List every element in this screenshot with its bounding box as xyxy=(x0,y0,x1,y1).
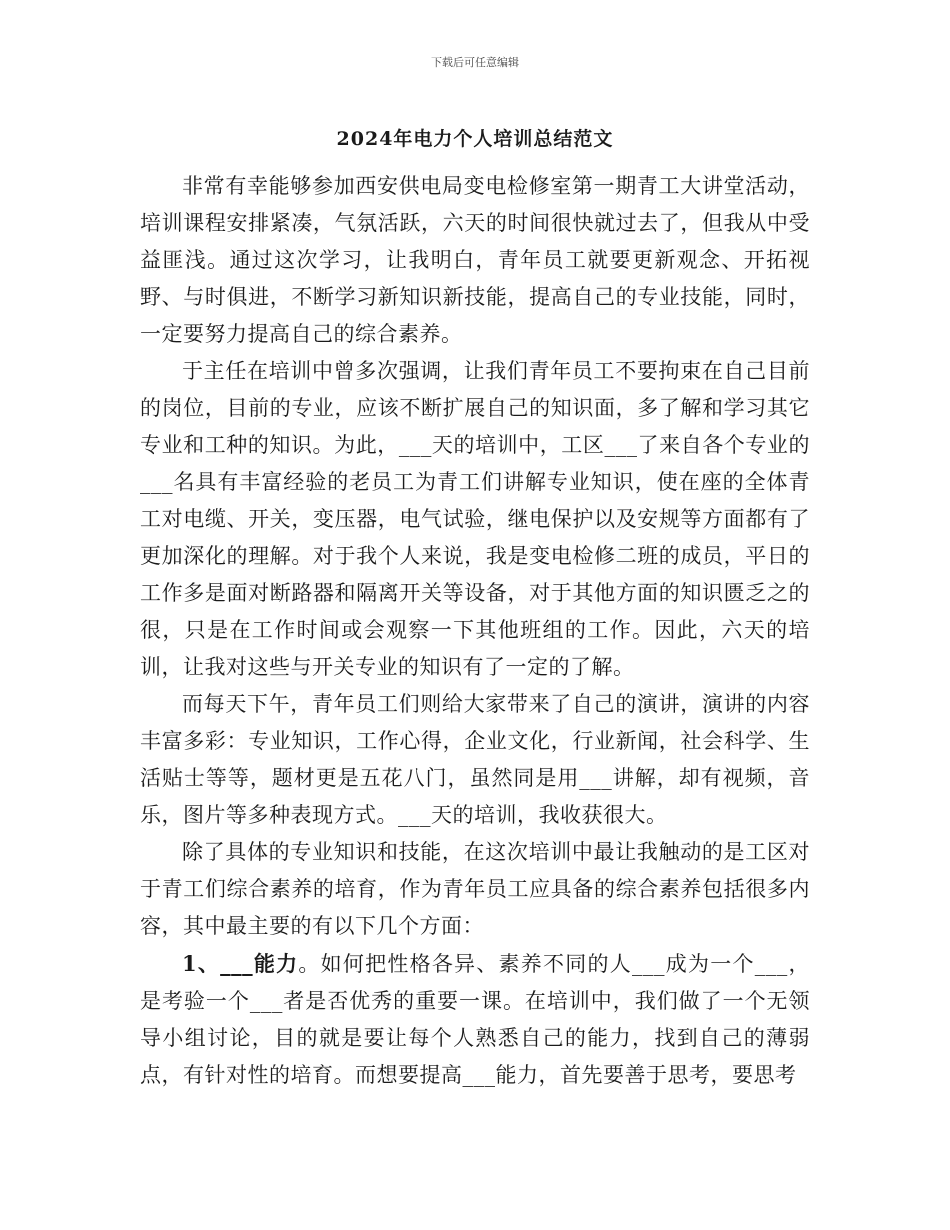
document-title: 2024年电力个人培训总结范文 xyxy=(336,128,614,150)
paragraph-2: 于主任在培训中曾多次强调，让我们青年员工不要拘束在自己目前的岗位，目前的专业，应该不断扩展自己的知识面，多了解和学习其它专业和工种的知识。为此，___天的培训中，工区___了来自各个专业的___名具有丰富经验的老员工为青工们讲解专业知识，使在座的全体青工对电缆、开关，变压器，电气试验，继电保护以及安规等方面都有了更加深化的理解。对于我个人来说，我是变电检修二班的成员，平日的工作多是面对断路器和隔离开关等设备，对于其他方面的知识匮乏之的很，只是在工作时间或会观察一下其他班组的工作。因此，六天的培训，让我对这些与开关专业的知识有了一定的了解。 xyxy=(140,359,810,679)
document-body xyxy=(140,168,810,1094)
header-note: 下载后可任意编辑 xyxy=(431,56,519,69)
paragraph-1: 非常有幸能够参加西安供电局变电检修室第一期青工大讲堂活动，培训课程安排紧凑，气氛活跃，六天的时间很快就过去了，但我从中受益匪浅。通过这次学习，让我明白，青年员工就要更新观念、开拓视野、与时俱进，不断学习新知识新技能，提高自己的专业技能，同时，一定要努力提高自己的综合素养。 xyxy=(140,174,810,346)
point-1-heading: 1、___能力 xyxy=(182,951,299,976)
paragraph-3: 而每天下午，青年员工们则给大家带来了自己的演讲，演讲的内容丰富多彩：专业知识，工作心得，企业文化，行业新闻，社会科学、生活贴士等等，题材更是五花八门，虽然同是用___讲解，却有视频，音乐，图片等多种表现方式。___天的培训，我收获很大。 xyxy=(140,692,810,827)
paragraph-4: 除了具体的专业知识和技能，在这次培训中最让我触动的是工区对于青工们综合素养的培育，作为青年员工应具备的综合素养包括很多内容，其中最主要的有以下几个方面： xyxy=(140,840,810,938)
paragraph-point-1 xyxy=(140,945,810,1094)
point-1-text: 。如何把性格各异、素养不同的人___成为一个___，是考验一个___者是否优秀的重要一课。在培训中，我们做了一个无领导小组讨论，目的就是要让每个人熟悉自己的能力，找到自己的薄弱点，有针对性的培育。而想要提高___能力，首先要善于思考，要思考 xyxy=(140,952,810,1087)
